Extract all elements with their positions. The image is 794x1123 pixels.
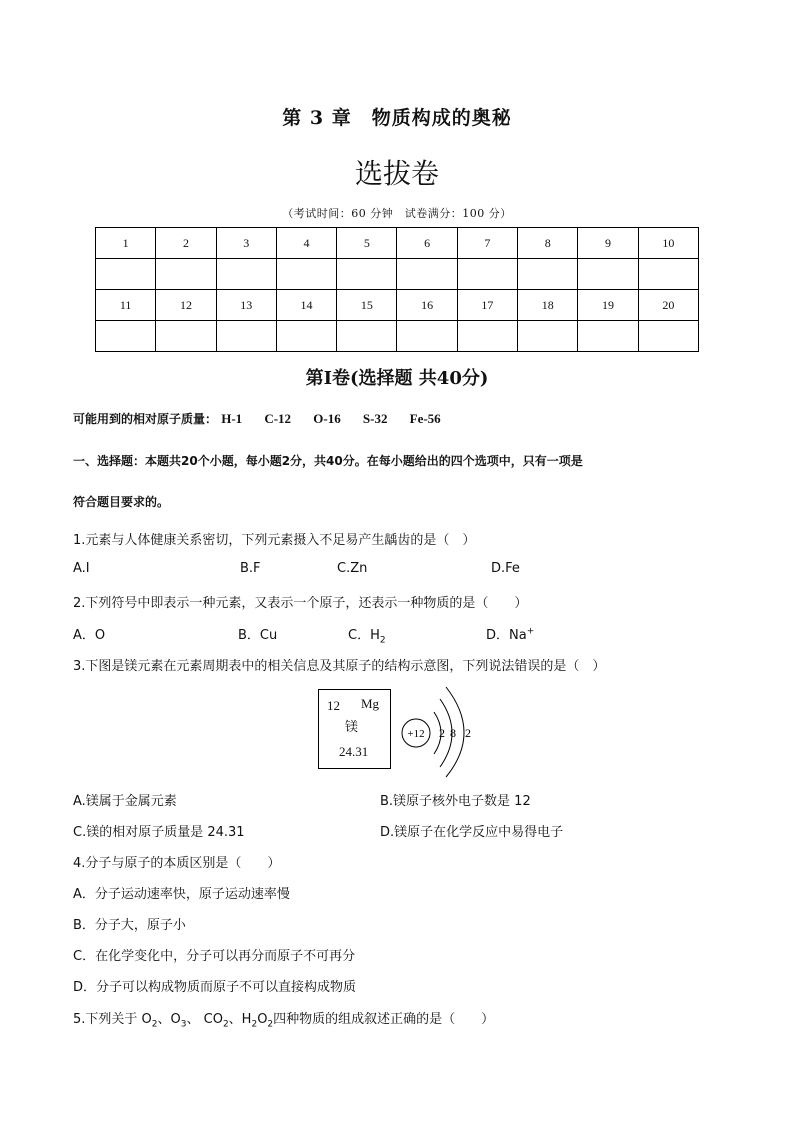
q4-option-b[interactable]: B．分子大，原子小	[73, 918, 186, 933]
question-number-cell: 6	[397, 228, 457, 259]
q4-option-d[interactable]: D．分子可以构成物质而原子不可以直接构成物质	[73, 980, 357, 995]
answer-table-blank-row	[96, 321, 699, 352]
answer-table-number-row	[96, 228, 699, 259]
element-symbol: Mg	[361, 696, 380, 711]
question-number-cell: 10	[638, 228, 698, 259]
atomic-mass-item: S-32	[362, 411, 388, 426]
question-number-cell: 4	[276, 228, 336, 259]
answer-cell[interactable]	[638, 321, 698, 352]
question-number-cell: 7	[457, 228, 517, 259]
question-number-cell: 8	[518, 228, 578, 259]
q2-option-d-superscript: +	[526, 626, 535, 637]
answer-cell[interactable]	[276, 259, 336, 290]
q4-option-c[interactable]: C．在化学变化中，分子可以再分而原子不可再分	[73, 949, 356, 964]
q2-option-d-text: D．Na	[486, 628, 527, 643]
answer-cell[interactable]	[276, 321, 336, 352]
atomic-mass: 24.31	[339, 744, 369, 759]
question-number-cell: 5	[337, 228, 397, 259]
element-name: 镁	[345, 720, 359, 735]
answer-cell[interactable]	[578, 259, 638, 290]
answer-cell[interactable]	[638, 259, 698, 290]
atomic-mass-line	[73, 410, 459, 427]
q5-subscript: 2	[151, 1019, 158, 1030]
q2-option-a[interactable]: A．O	[73, 628, 106, 643]
q5-text: O	[257, 1012, 268, 1027]
q3-option-c[interactable]: C.镁的相对原子质量是 24.31	[73, 825, 245, 840]
q5-subscript: 3	[180, 1019, 187, 1030]
atomic-mass-label: 可能用到的相对原子质量：	[73, 412, 218, 426]
q2-option-c-subscript: 2	[379, 635, 386, 646]
answer-cell[interactable]	[518, 259, 578, 290]
q2-option-c[interactable]	[348, 624, 386, 646]
q4-option-a[interactable]: A．分子运动速率快，原子运动速率慢	[73, 887, 290, 902]
answer-cell[interactable]	[216, 321, 276, 352]
atomic-number: 12	[327, 698, 340, 713]
question-number-cell: 19	[578, 290, 638, 321]
q2-option-c-text: C．H	[348, 628, 380, 643]
q1-option-a[interactable]: A.I	[73, 561, 90, 576]
question-2-stem: 2.下列符号中即表示一种元素，又表示一个原子，还表示一种物质的是（ ）	[73, 596, 528, 611]
question-number-cell: 16	[397, 290, 457, 321]
question-number-cell: 9	[578, 228, 638, 259]
answer-cell[interactable]	[337, 259, 397, 290]
q5-text: 四种物质的组成叙述正确的是（ ）	[273, 1012, 495, 1027]
atomic-mass-item: C-12	[264, 411, 292, 426]
shell-2-electrons: 8	[450, 726, 456, 740]
question-number-cell: 2	[156, 228, 216, 259]
instruction-line-1: 一、选择题：本题共20个小题，每小题2分，共40分。在每小题给出的四个选项中，只有一项是	[73, 454, 583, 468]
exam-subtitle: 选拔卷	[354, 157, 439, 190]
answer-table	[95, 227, 699, 352]
answer-cell[interactable]	[457, 321, 517, 352]
exam-info: （考试时间：60 分钟 试卷满分：100 分）	[282, 207, 512, 220]
q1-option-c[interactable]: C.Zn	[337, 561, 368, 576]
q3-option-d[interactable]: D.镁原子在化学反应中易得电子	[380, 825, 564, 840]
question-number-cell: 3	[216, 228, 276, 259]
q5-text: 、 CO	[186, 1012, 223, 1027]
section-title: 第Ⅰ卷(选择题 共40分)	[305, 368, 489, 389]
question-number-cell: 15	[337, 290, 397, 321]
element-card-magnesium	[318, 689, 391, 769]
q2-option-d[interactable]	[486, 624, 534, 643]
q5-subscript: 2	[222, 1019, 229, 1030]
question-number-cell: 17	[457, 290, 517, 321]
q1-option-d[interactable]: D.Fe	[491, 561, 520, 576]
answer-cell[interactable]	[397, 259, 457, 290]
nucleus-charge: +12	[407, 728, 425, 740]
q5-subscript: 2	[251, 1019, 258, 1030]
question-number-cell: 18	[518, 290, 578, 321]
shell-3-electrons: 2	[465, 726, 471, 740]
answer-table-blank-row	[96, 259, 699, 290]
answer-cell[interactable]	[518, 321, 578, 352]
atomic-mass-item: O-16	[313, 411, 341, 426]
answer-cell[interactable]	[156, 259, 216, 290]
q5-text: 5.下列关于 O	[73, 1012, 152, 1027]
answer-cell[interactable]	[216, 259, 276, 290]
question-number-cell: 20	[638, 290, 698, 321]
q2-option-b[interactable]: B．Cu	[238, 628, 278, 643]
answer-cell[interactable]	[156, 321, 216, 352]
answer-table-number-row	[96, 290, 699, 321]
question-3-stem: 3.下图是镁元素在元素周期表中的相关信息及其原子的结构示意图，下列说法错误的是（ ）	[73, 659, 606, 674]
atom-structure-diagram	[396, 684, 486, 779]
q5-text: 、O	[157, 1012, 181, 1027]
chapter-title: 第 3 章 物质构成的奥秘	[282, 107, 512, 129]
question-number-cell: 12	[156, 290, 216, 321]
question-5-stem	[73, 1008, 494, 1030]
question-number-cell: 1	[96, 228, 156, 259]
q3-option-a[interactable]: A.镁属于金属元素	[73, 794, 177, 809]
answer-cell[interactable]	[337, 321, 397, 352]
atomic-mass-item: Fe-56	[409, 411, 441, 426]
q3-option-b[interactable]: B.镁原子核外电子数是 12	[380, 794, 531, 809]
question-1-stem: 1.元素与人体健康关系密切，下列元素摄入不足易产生龋齿的是（ ）	[73, 533, 476, 548]
question-number-cell: 13	[216, 290, 276, 321]
answer-cell[interactable]	[397, 321, 457, 352]
atomic-mass-item: H-1	[221, 411, 243, 426]
question-4-stem: 4.分子与原子的本质区别是（ ）	[73, 856, 281, 871]
q1-option-b[interactable]: B.F	[240, 561, 261, 576]
answer-cell[interactable]	[578, 321, 638, 352]
question-number-cell: 11	[96, 290, 156, 321]
instruction-line-2: 符合题目要求的。	[73, 495, 170, 509]
answer-cell[interactable]	[457, 259, 517, 290]
answer-cell[interactable]	[96, 259, 156, 290]
answer-cell[interactable]	[96, 321, 156, 352]
question-number-cell: 14	[276, 290, 336, 321]
q5-subscript: 2	[267, 1019, 274, 1030]
q5-text: 、H	[228, 1012, 252, 1027]
shell-1-electrons: 2	[439, 726, 445, 740]
